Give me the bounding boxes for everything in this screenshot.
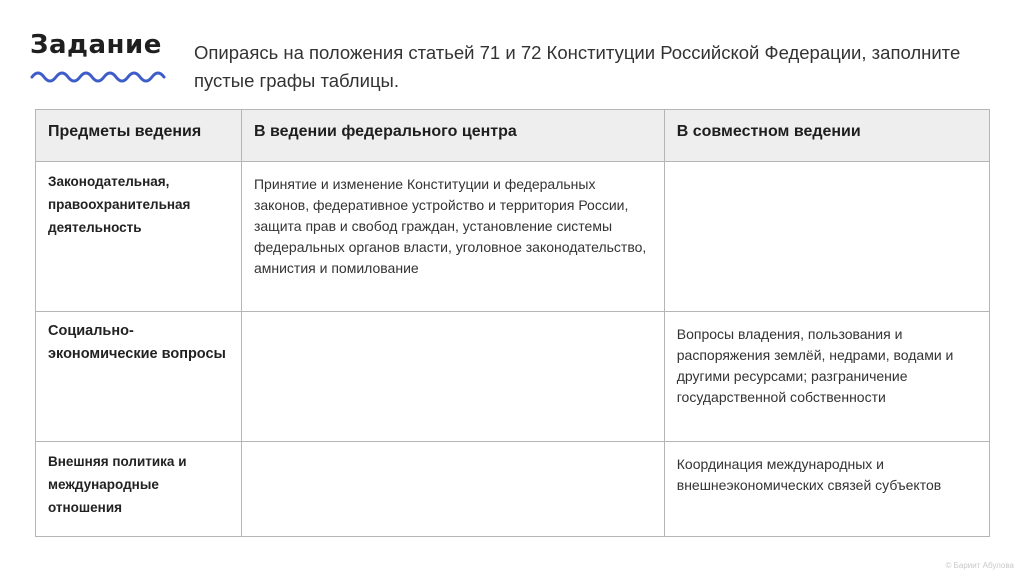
row-subject: Социально-экономические вопросы <box>36 312 242 442</box>
row-joint-cell: Координация международных и внешнеэкономических связей субъектов <box>664 442 989 537</box>
header-federal: В ведении федерального центра <box>241 110 664 162</box>
row-subject: Законодательная, правоохранительная деятельность <box>36 162 242 312</box>
copyright-note: © Бариит Абулова <box>945 561 1014 570</box>
row-federal-cell <box>241 312 664 442</box>
squiggle-line <box>32 73 164 81</box>
header-subjects: Предметы ведения <box>36 110 242 162</box>
table-header-row <box>36 110 990 162</box>
task-heading <box>30 30 170 60</box>
row-federal-cell: Принятие и изменение Конституции и федеральных законов, федеративное устройство и территория России, защита прав и свобод граждан, установление системы федеральных органов власти, уголовное законодательство, амнистия и помилование <box>241 162 664 312</box>
task-description: Опираясь на положения статьей 71 и 72 Конституции Российской Федерации, заполните пустые графы таблицы. <box>194 42 961 91</box>
row-federal-cell <box>241 442 664 537</box>
header-joint: В совместном ведении <box>664 110 989 162</box>
squiggle-decoration <box>30 66 170 84</box>
row-joint-cell <box>664 162 989 312</box>
table-row <box>36 312 990 442</box>
task-heading-label: Задание <box>30 30 162 60</box>
row-joint-cell: Вопросы владения, пользования и распоряжения землёй, недрами, водами и другими ресурсами; разграничение государственной собственности <box>664 312 989 442</box>
table-row <box>36 162 990 312</box>
table-row <box>36 442 990 537</box>
constitution-table <box>35 109 990 537</box>
row-subject: Внешняя политика и международные отношения <box>36 442 242 537</box>
